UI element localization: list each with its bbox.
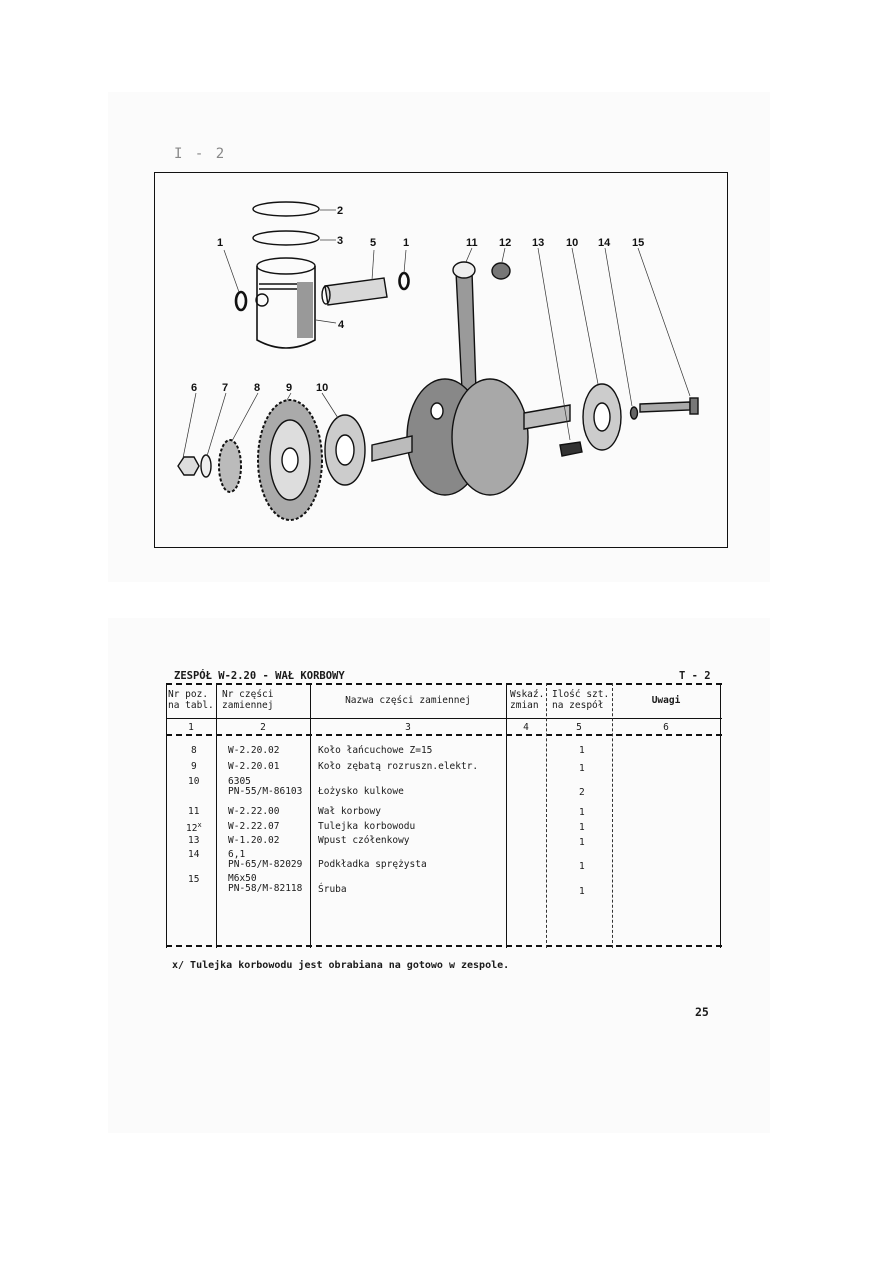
bolt-shank (640, 402, 690, 412)
row-part-name: Śruba (318, 884, 347, 895)
row-part-number: 6,1 (228, 849, 246, 860)
drawing-parts (178, 202, 698, 520)
table-rule-colnum (166, 734, 722, 736)
row-part-number: 6305 (228, 776, 251, 787)
row-part-number: M6x50 (228, 873, 257, 884)
callout-15: 15 (632, 237, 645, 249)
row-quantity: 1 (579, 807, 585, 818)
callout-12: 12 (499, 237, 512, 249)
row-standard-number: PN-58/M-82118 (228, 883, 303, 894)
row-part-number: W-2.20.02 (228, 745, 280, 756)
row-position: 15 (188, 874, 200, 885)
woodruff-key (560, 442, 582, 456)
parts-table (166, 683, 722, 948)
row-part-name: Łożysko kulkowe (318, 786, 404, 797)
callout-3: 3 (337, 235, 344, 247)
column-number-5: 5 (576, 722, 582, 733)
row-part-number: W-1.20.02 (228, 835, 280, 846)
callout-1-left: 1 (217, 237, 224, 249)
connecting-rod (456, 272, 476, 390)
header-remarks: Uwagi (651, 695, 681, 706)
column-number-6: 6 (663, 722, 669, 733)
callout-2: 2 (337, 205, 344, 217)
column-number-4: 4 (523, 722, 529, 733)
callout-4: 4 (338, 319, 345, 331)
washer (201, 455, 211, 477)
row-position: 8 (191, 745, 197, 756)
row-part-name: Wpust czółenkowy (318, 835, 410, 846)
row-quantity: 1 (579, 822, 585, 833)
row-quantity: 1 (579, 886, 585, 897)
piston-pin (325, 278, 387, 305)
row-standard-number: PN-55/M-86103 (228, 786, 303, 797)
row-part-name: Koło zębatą rozruszn.elektr. (318, 761, 479, 772)
row-quantity: 1 (579, 837, 585, 848)
header-part-name: Nazwa części zamiennej (345, 695, 471, 706)
crank-shaft-right (524, 405, 570, 429)
figure-corner-mark: I - 2 (174, 146, 227, 162)
table-footnote: x/ Tulejka korbowodu jest obrabiana na gotowo w zespole. (172, 960, 510, 971)
callout-9: 9 (286, 382, 293, 394)
row-part-number: W-2.20.01 (228, 761, 280, 772)
row-quantity: 2 (579, 787, 585, 798)
table-rule-header (166, 718, 722, 719)
callout-5: 5 (370, 237, 377, 249)
table-title: ZESPÓŁ W-2.20 - WAŁ KORBOWY (174, 670, 345, 682)
callout-14: 14 (598, 237, 611, 249)
callout-10-left: 10 (316, 382, 329, 394)
callout-8: 8 (254, 382, 261, 394)
column-number-1: 1 (188, 722, 194, 733)
row-part-name: Wał korbowy (318, 806, 381, 817)
callout-11: 11 (466, 237, 478, 249)
row-position: 14 (188, 849, 200, 860)
row-part-name: Tulejka korbowodu (318, 821, 416, 832)
crank-shaft-left (372, 436, 412, 461)
crank-web-right (452, 379, 528, 495)
row-position: 10 (188, 776, 200, 787)
piston-ring-bottom (253, 231, 319, 245)
chain-sprocket (219, 440, 241, 492)
row-quantity: 1 (579, 745, 585, 756)
footnote-marker: x (197, 821, 202, 829)
row-standard-number: PN-65/M-82029 (228, 859, 303, 870)
row-part-number: W-2.22.00 (228, 806, 280, 817)
spring-washer (631, 407, 638, 419)
nut (178, 457, 199, 475)
row-position: 12$^x$ (186, 821, 202, 835)
callout-13: 13 (532, 237, 545, 249)
column-number-3: 3 (405, 722, 411, 733)
callout-7: 7 (222, 382, 229, 394)
circlip-right (400, 273, 409, 289)
row-part-number: W-2.22.07 (228, 821, 280, 832)
row-position: 9 (191, 761, 197, 772)
column-number-2: 2 (260, 722, 266, 733)
table-rule-bottom (166, 945, 722, 947)
row-position: 11 (188, 806, 200, 817)
callout-1-right: 1 (403, 237, 410, 249)
page-number: 25 (695, 1005, 709, 1019)
header-quantity: Ilość szt. na zespół (552, 689, 610, 711)
header-part-number: Nr części zamiennej (222, 689, 274, 711)
conrod-bushing (492, 263, 510, 279)
table-code: T - 2 (679, 670, 711, 682)
circlip-left (236, 292, 246, 310)
table-rule-top (166, 683, 722, 685)
callout-6: 6 (191, 382, 198, 394)
row-quantity: 1 (579, 861, 585, 872)
row-part-name: Koło łańcuchowe Z=15 (318, 745, 433, 756)
bolt-head (690, 398, 698, 414)
row-position: 13 (188, 835, 200, 846)
piston-ring-top (253, 202, 319, 216)
callout-10-right: 10 (566, 237, 579, 249)
piston-crown (257, 258, 315, 274)
row-part-name: Podkładka sprężysta (318, 859, 427, 870)
row-quantity: 1 (579, 763, 585, 774)
header-change-index: Wskaź. zmian (510, 689, 545, 711)
header-position: Nr poz. na tabl. (168, 689, 214, 711)
